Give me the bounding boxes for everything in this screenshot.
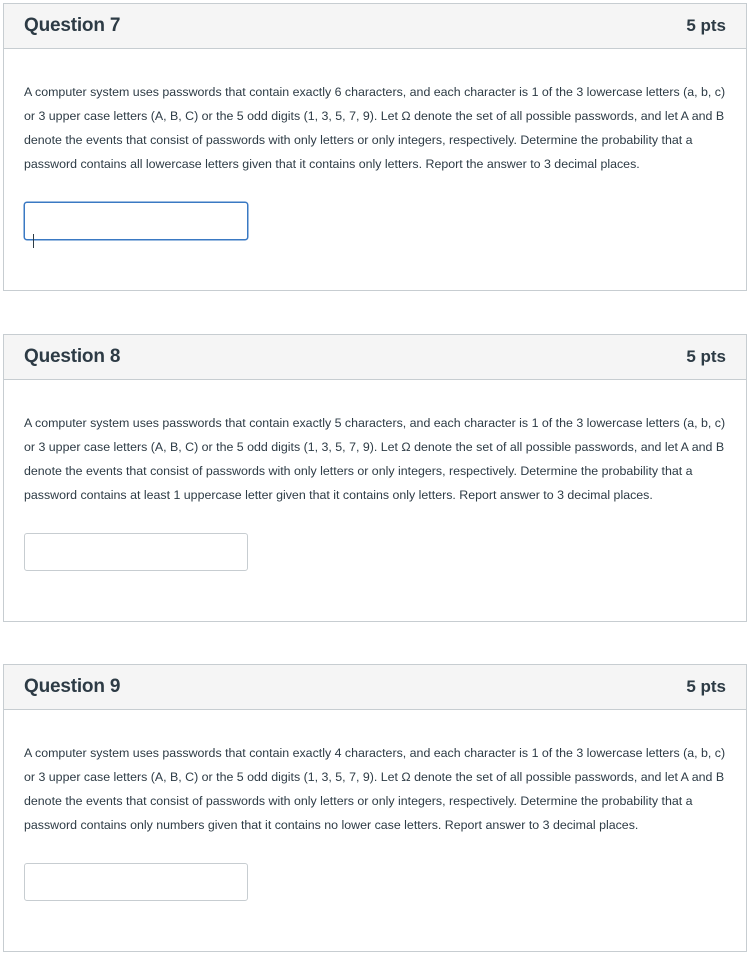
question-points: 5 pts — [686, 347, 726, 366]
question-body — [4, 49, 746, 240]
question-title: Question 8 — [24, 346, 121, 367]
question-header — [4, 665, 746, 710]
question-header — [4, 4, 746, 49]
question-text: A computer system uses passwords that contain exactly 6 characters, and each character is 1 of the 3 lowercase letters (a, b, c) or 3 upper case letters (A, B, C) or the 5 odd digits (1, 3, 5, 7, 9). Let Ω denote the set of all possible passwords, and let A and B denote the events that consist of passwords with only letters or only integers, respectively. Determine the probability that a password contains all lowercase letters given that it contains only letters. Report the answer to 3 decimal places. — [24, 85, 726, 171]
question-points: 5 pts — [686, 16, 726, 35]
answer-input-question-7[interactable] — [24, 202, 248, 240]
question-8-card — [3, 334, 747, 622]
question-body — [4, 380, 746, 571]
question-body — [4, 710, 746, 901]
question-text: A computer system uses passwords that contain exactly 4 characters, and each character is 1 of the 3 lowercase letters (a, b, c) or 3 upper case letters (A, B, C) or the 5 odd digits (1, 3, 5, 7, 9). Let Ω denote the set of all possible passwords, and let A and B denote the events that consist of passwords with only letters or only integers, respectively. Determine the probability that a password contains only numbers given that it contains no lower case letters. Report answer to 3 decimal places. — [24, 746, 726, 832]
text-cursor — [33, 234, 34, 248]
question-points: 5 pts — [686, 677, 726, 696]
question-7-card — [3, 3, 747, 291]
answer-input-question-8[interactable] — [24, 533, 248, 571]
answer-input-question-9[interactable] — [24, 863, 248, 901]
question-text: A computer system uses passwords that contain exactly 5 characters, and each character is 1 of the 3 lowercase letters (a, b, c) or 3 upper case letters (A, B, C) or the 5 odd digits (1, 3, 5, 7, 9). Let Ω denote the set of all possible passwords, and let A and B denote the events that consist of passwords with only letters or only integers, respectively. Determine the probability that a password contains at least 1 uppercase letter given that it contains only letters. Report answer to 3 decimal places. — [24, 416, 726, 502]
question-9-card — [3, 664, 747, 952]
question-header — [4, 335, 746, 380]
question-title: Question 7 — [24, 15, 121, 36]
question-title: Question 9 — [24, 676, 121, 697]
